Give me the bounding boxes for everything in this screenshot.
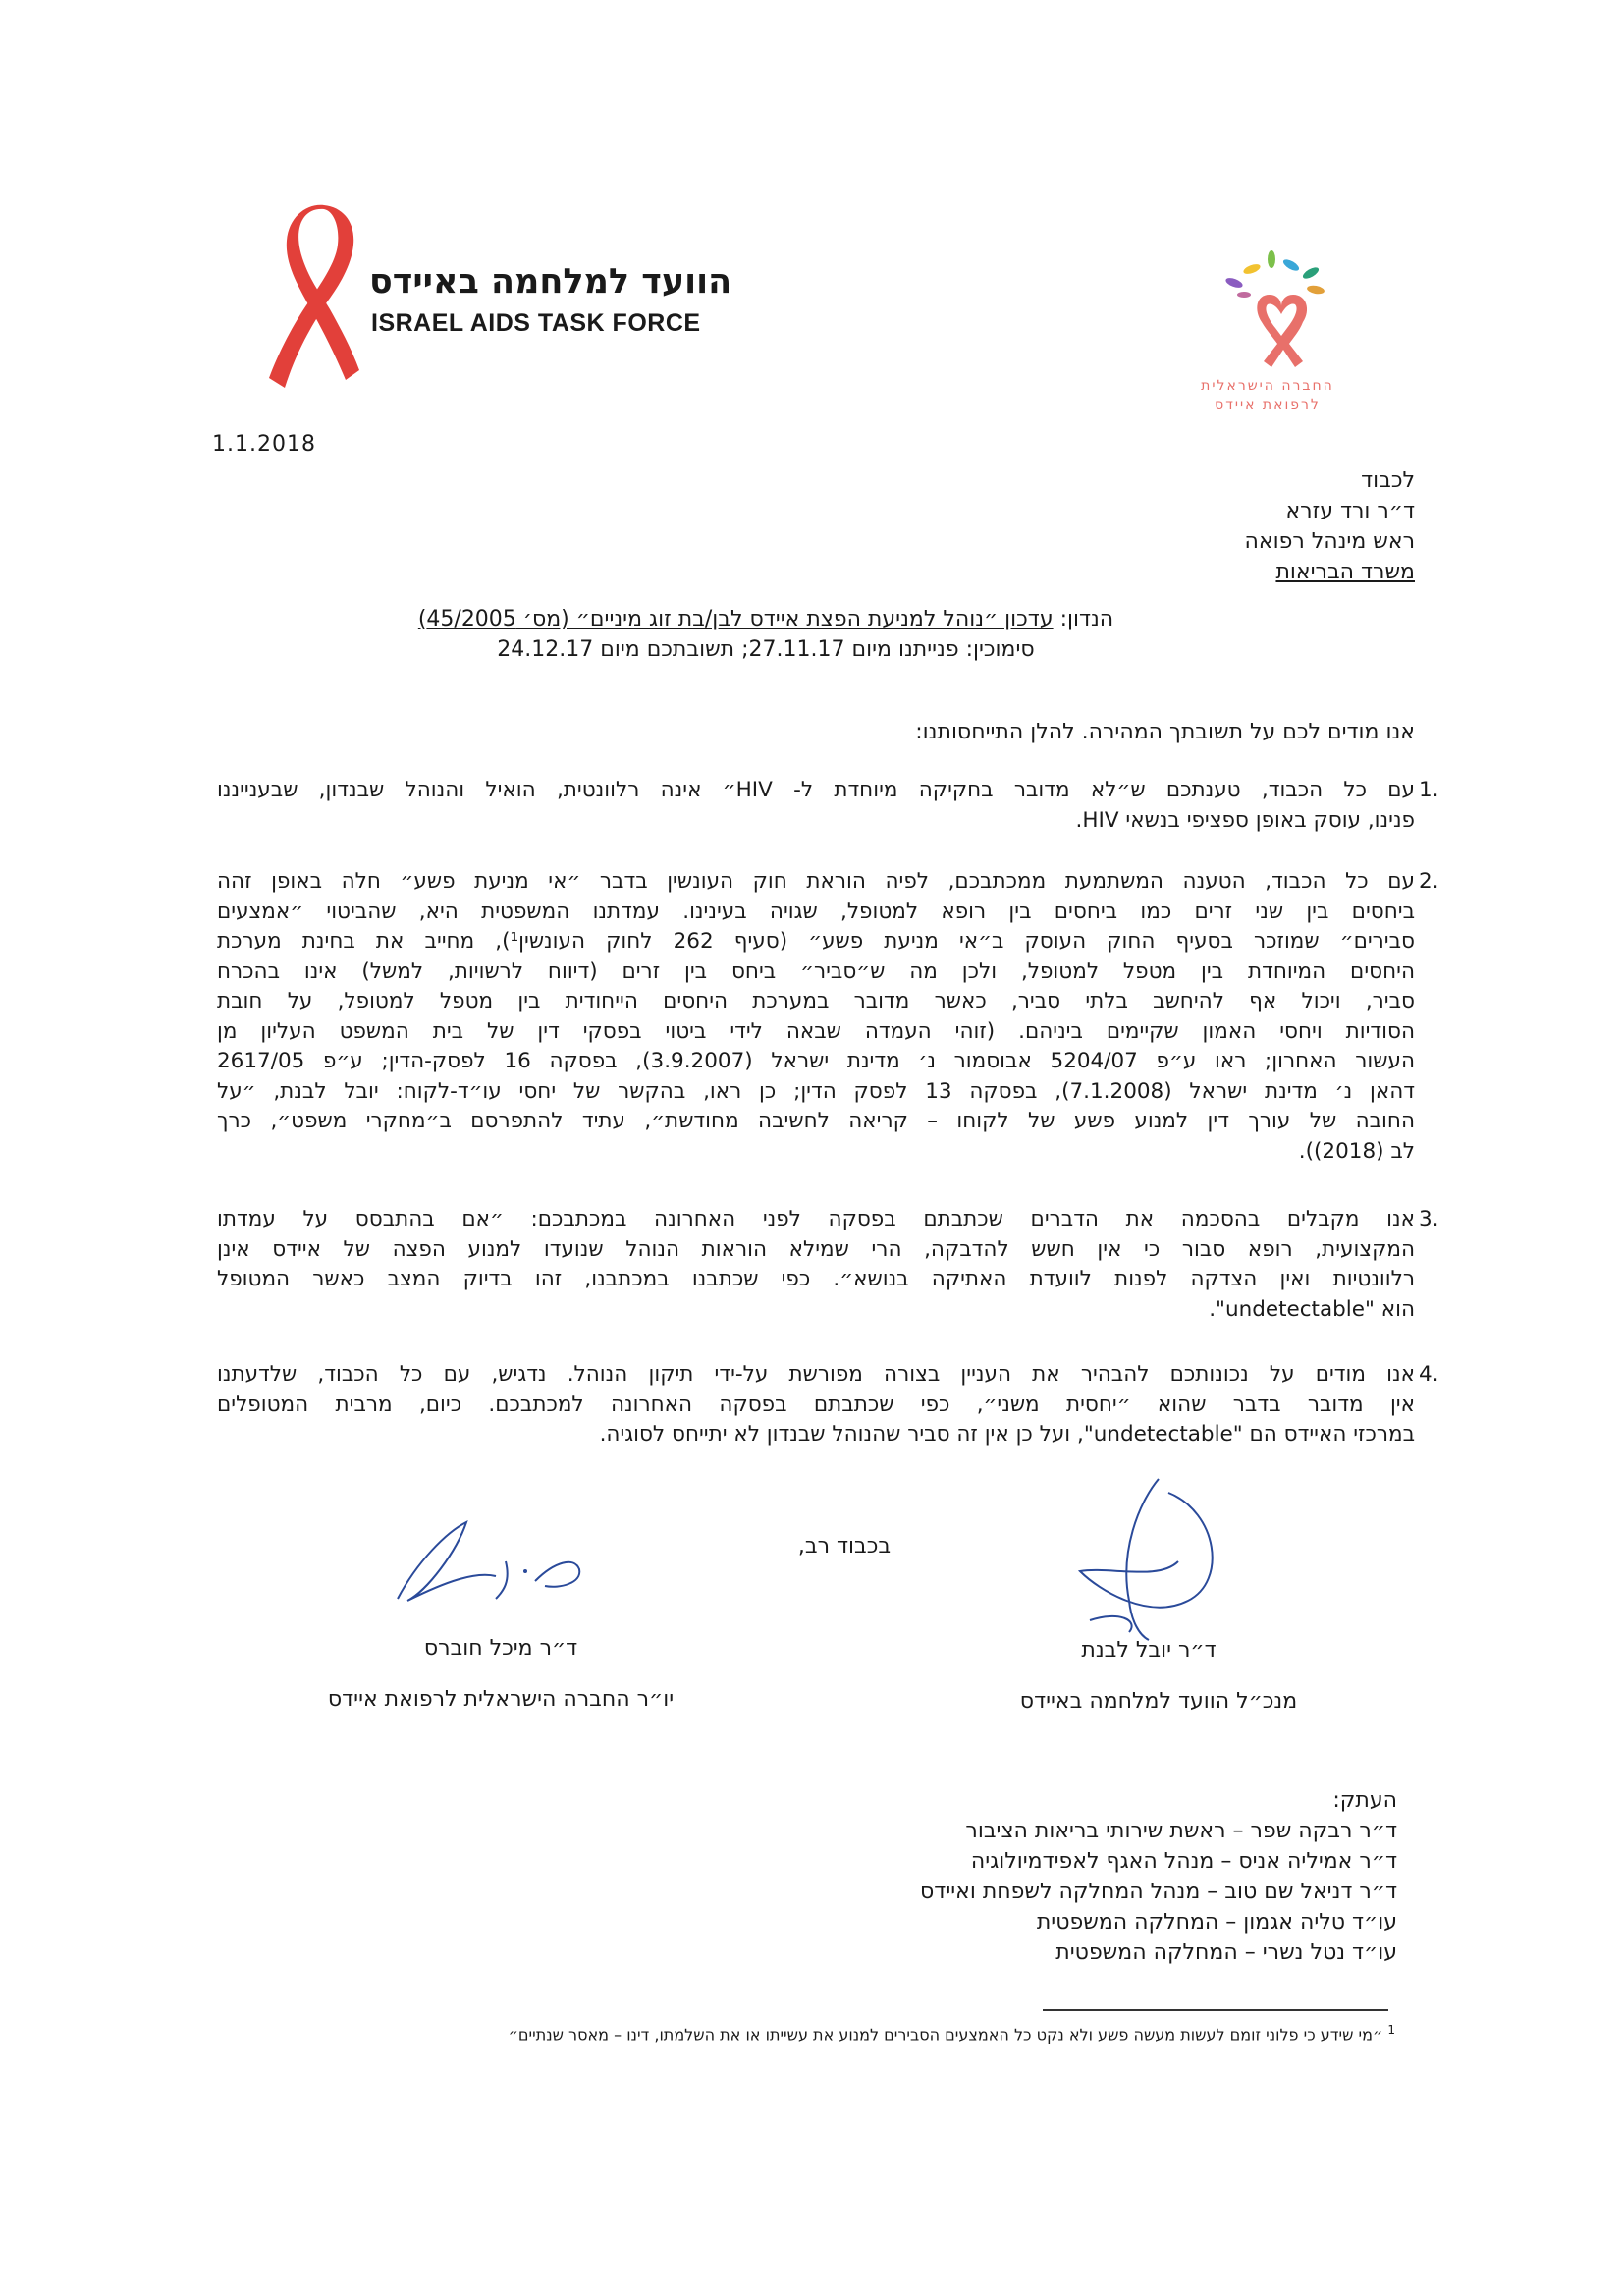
item-line: עם כל הכבוד, הטענה המשתמעת ממכתבכם, לפיה הוראת חוק העונשין בדבר ״אי מניעת פשע״ חלה באופן זהה [217, 869, 1415, 894]
footnote-text: ״מי שידע כי פלוני זומם לעשות מעשה פשע ולא נקט כל האמצעים הסבירים למנוע את עשייתו או את השלמתו, דינו – מאסר שנתיים״ [508, 2025, 1383, 2045]
society-name-line1: החברה הישראלית [1201, 378, 1334, 394]
item-line: אנו מודים על נכונותכם להבהיר את העניין בצורה מפורשת על-ידי תיקון הנוהל. נדגיש, עם כל הכבוד, שלדעתנו [217, 1362, 1415, 1387]
ribbon-with-petals-icon [1173, 246, 1370, 378]
subject-line [324, 604, 1208, 634]
subject-prefix: הנדון: [1053, 607, 1114, 631]
item-line: הסודיות ויחסי האמון שקיימים ביניהם. (זוהי העמדה שבאה לידי ביטוי בפסקי דין של בית המשפט העליון מן [217, 1018, 1415, 1044]
item-line: דהאן נ׳ מדינת ישראל (7.1.2008), בפסקה 13 לפסק הדין; כן ראו, בהקשר של יחסי עו״ד-לקוח: יובל לבנת, ״על [217, 1078, 1415, 1104]
israeli-aids-society-logo [1173, 246, 1370, 417]
letter-date: 1.1.2018 [212, 432, 316, 457]
subject-title: עדכון ״נוהל למניעת הפצת איידס לבן/בת זוג מיניים״ (מס׳ 45/2005) [417, 607, 1054, 631]
item-line: אין מדובר בדבר שהוא ״יחסית משני״, כפי שכתבתם בפסקה האחרונה למכתבכם. כיום, מרבית המטופלים [217, 1392, 1415, 1417]
item-line: ביחסים בין שני זרים כמו ביחסים בין רופא למטופל, שגויה בעינינו. עמדתנו המשפטית היא, שהביטוי ״אמצעים [217, 899, 1415, 924]
item-line: פנינו, עוסק באופן ספציפי בנשאי HIV. [1075, 807, 1415, 833]
item-line: הוא "undetectable". [1209, 1296, 1415, 1322]
closing-phrase: בכבוד רב, [797, 1534, 892, 1558]
addressee-title: ראש מינהל רפואה [1244, 529, 1415, 554]
item-line: היחסים המיוחדת בין מטפל למטופל, ולכן מה ש״סביר״ ביחס בין זרים (דיווח לרשויות, למשל) אינו בהכרח [217, 958, 1415, 984]
signatory-right-role: מנכ״ל הוועד למלחמה באיידס [1019, 1689, 1298, 1714]
copies-block [808, 1785, 1397, 1968]
signatory-left-name: ד״ר מיכל חוברס [423, 1636, 578, 1661]
task-force-hebrew-name: הוועד למלחמה באיידס [369, 262, 732, 301]
item-number: 1. [1419, 778, 1439, 802]
item-line: עם כל הכבוד, טענתכם ש״לא מדובר בחקיקה מיוחדת ל- HIV״ אינה רלוונטית, הואיל והנוהל שבנדון, שבענייננו [217, 778, 1415, 802]
signature-right-image [1070, 1473, 1227, 1645]
item-number: 3. [1419, 1207, 1439, 1231]
subject-reference: סימוכין: פנייתנו מיום 27.11.17; תשובתכם מיום 24.12.17 [497, 637, 1035, 662]
signatory-right-name: ד״ר יובל לבנת [1081, 1638, 1217, 1663]
item-number: 2. [1419, 869, 1439, 894]
item-line: המקצועית, רופא סבור כי אין חשש להדבקה, הרי שמילא הוראות הנוהל שנועדו למנוע הפצה של איידס אינן [217, 1236, 1415, 1262]
footnote-mark: 1 [1387, 2023, 1395, 2037]
signature-left-image [388, 1493, 594, 1611]
intro-paragraph: אנו מודים לכם על תשובתך המהירה. להלן התייחסותנו: [915, 720, 1415, 744]
addressee-office: משרד הבריאות [1275, 560, 1415, 584]
list-item [217, 776, 1439, 836]
society-name-line2: לרפואת איידס [1215, 397, 1321, 412]
subject-block [324, 604, 1208, 665]
copy-recipient: ד״ר אמיליה אניס – מנהל האגף לאפידמיולוגיה [970, 1849, 1397, 1874]
task-force-english-name: ISRAEL AIDS TASK FORCE [371, 309, 701, 337]
signatory-left-role: יו״ר החברה הישראלית לרפואת איידס [327, 1687, 675, 1712]
footnote [217, 2023, 1395, 2044]
addressee-name: ד״ר ורד עזרא [1285, 499, 1415, 523]
item-number: 4. [1419, 1362, 1439, 1387]
copy-recipient: ד״ר דניאל שם טוב – מנהל המחלקה לשפחת ואיידס [920, 1880, 1397, 1904]
copy-recipient: ד״ר רבקה שפר – ראשת שירותי בריאות הציבור [965, 1819, 1397, 1843]
item-line: במרכזי האיידס הם "undetectable", ועל כן אין זה סביר שהנוהל שבנדון לא יתייחס לסוגיה. [599, 1422, 1415, 1447]
item-line: אנו מקבלים בהסכמה את הדברים שכתבתם בפסקה לפני האחרונה במכתבכם: ״אם בהתבסס על עמדתו [217, 1207, 1415, 1231]
red-ribbon-icon [263, 201, 371, 398]
israel-aids-task-force-logo [263, 201, 732, 398]
item-line: העשור האחרון; ראו ע״פ 5204/07 אבוסמור נ׳ מדינת ישראל (3.9.2007), בפסקה 16 לפסק-הדין; ע״פ 2617/05 [217, 1049, 1415, 1073]
copy-recipient: עו״ד נטל נשרי – המחלקה המשפטית [1055, 1941, 1397, 1965]
list-item [217, 867, 1439, 1167]
item-line: סביר, ויכול אף להיחשב בלתי סביר, כאשר מדובר במערכת היחסים הייחודית בין מטפל למטופל, על חובת [217, 989, 1415, 1013]
copies-heading: העתק: [1332, 1788, 1397, 1813]
footnote-divider [1043, 2009, 1388, 2011]
addressee-block [1022, 465, 1415, 587]
copy-recipient: עו״ד טליה אגמון – המחלקה המשפטית [1036, 1910, 1397, 1935]
list-item [217, 1360, 1439, 1450]
addressee-salutation: לכבוד [1361, 468, 1415, 493]
item-line: רלוונטיות ואין הצדקה לפנות לוועדת האתיקה בנושא״. כפי שכתבנו במכתבנו, זהו בדיוק המצב כאשר המטופל [217, 1267, 1415, 1291]
item-line: סבירים״ שמוזכר בסעיף החוק העוסק ב״אי מניעת פשע״ (סעיף 262 לחוק העונשין¹), מחייב את בחינת מערכת [217, 929, 1415, 954]
list-item [217, 1205, 1439, 1325]
item-line: לב (2018)). [1298, 1138, 1415, 1164]
item-line: החובה של עורך דין למנוע פשע של לקוחו – קריאה לחשיבה מחודשת״, עתיד להתפרסם ב״מחקרי משפט״, כרך [217, 1109, 1415, 1133]
